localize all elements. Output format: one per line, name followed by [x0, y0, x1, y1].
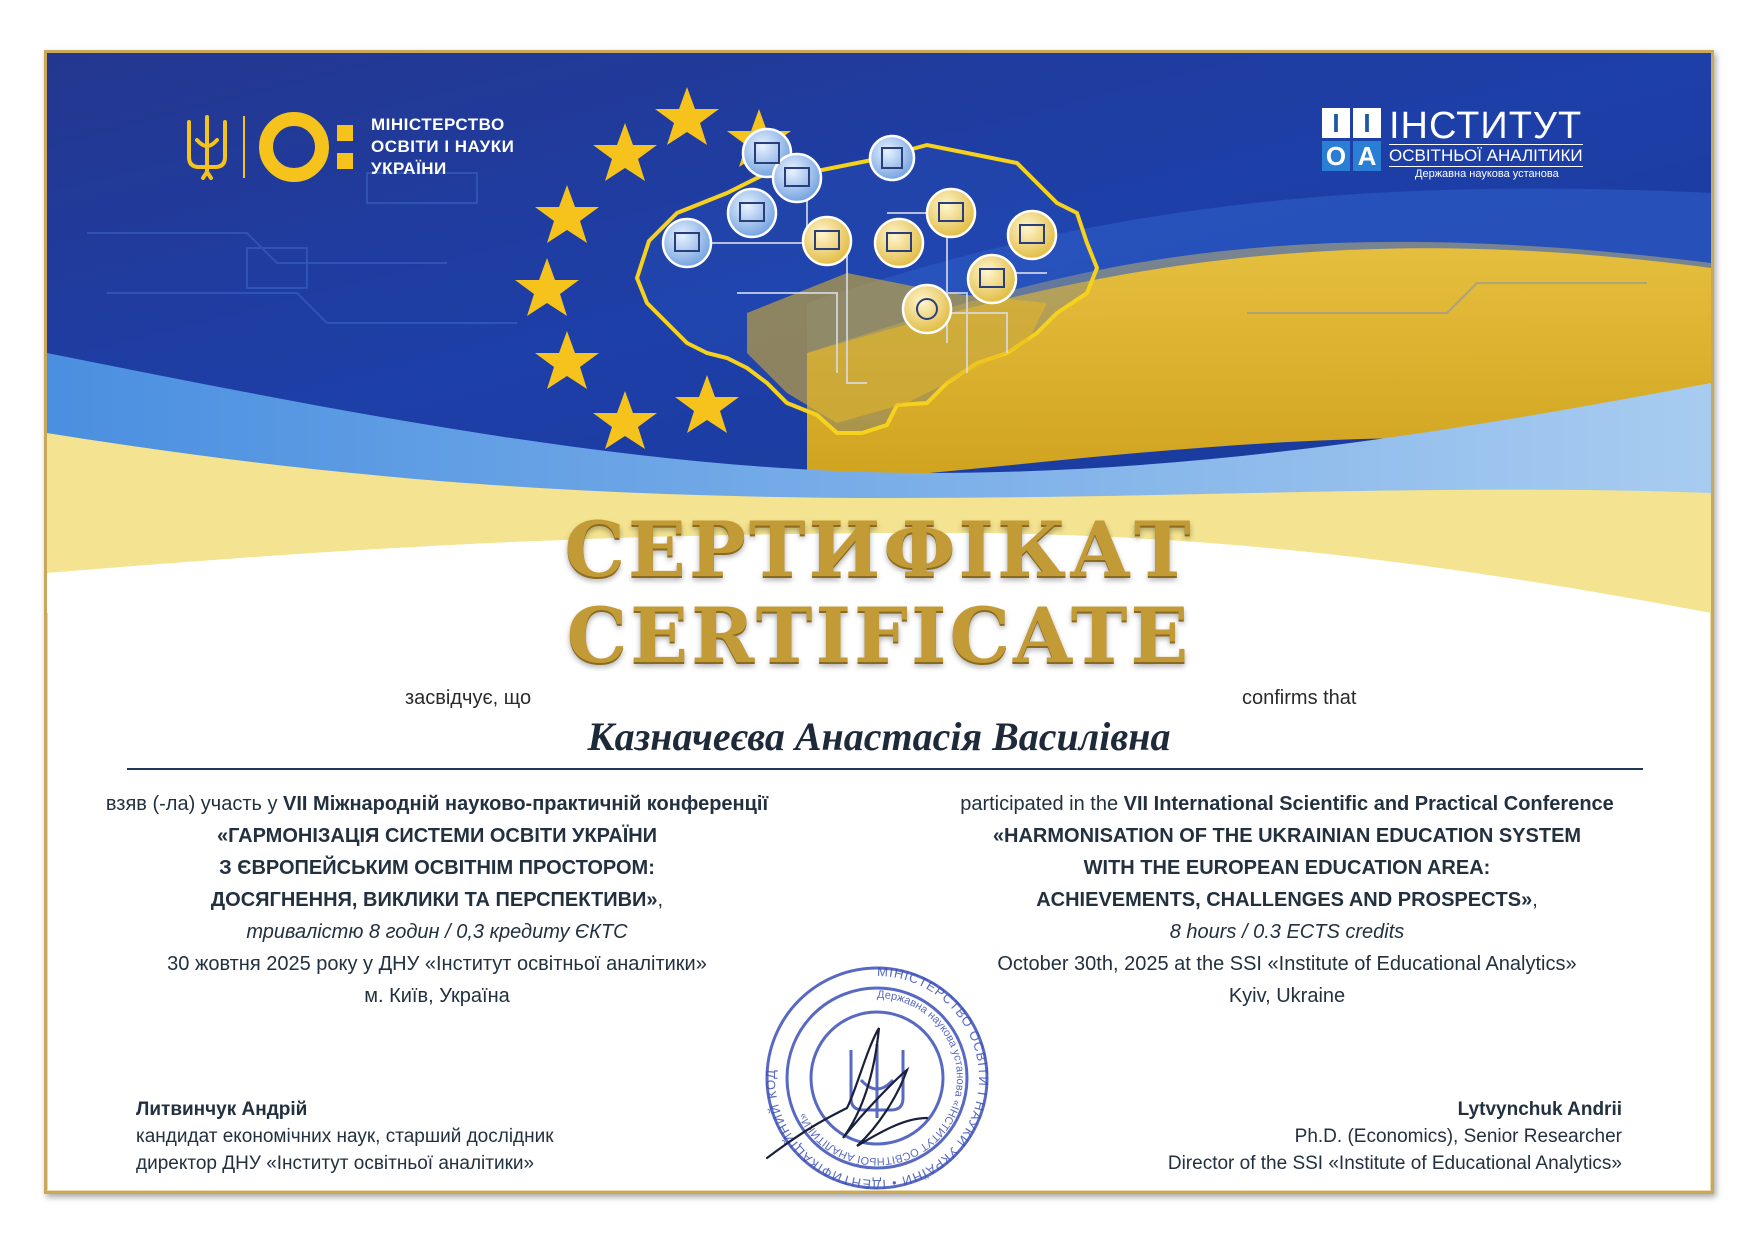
- institute-title: ІНСТИТУТ: [1389, 105, 1583, 147]
- signatory-name-ua: Литвинчук Андрій: [136, 1099, 308, 1120]
- participation-line-ua: [77, 788, 797, 820]
- mon-logo-circle: [259, 112, 329, 182]
- duration-en: 8 hours / 0.3 ECTS credits: [1169, 921, 1405, 943]
- topic-line-1-en: «HARMONISATION OF THE UKRAINIAN EDUCATION SYSTEM: [992, 825, 1582, 847]
- body-text-en: [927, 788, 1647, 1012]
- ministry-line-1: МІНІСТЕРСТВО: [371, 115, 505, 134]
- name-underline: [127, 768, 1643, 770]
- duration-ua: тривалістю 8 годин / 0,3 кредиту ЄКТС: [246, 921, 628, 943]
- conference-name-en: VII International Scientific and Practical Conference: [1123, 793, 1614, 815]
- stamp-inner-text: Державна наукова установа «ІНСТИТУТ ОСВІТНЬОЇ АНАЛІТИКИ»: [796, 988, 967, 1168]
- confirms-label-en: confirms that: [1242, 687, 1357, 709]
- institute-status: Державна наукова установа: [1415, 168, 1559, 180]
- stamp-outer-text: МІНІСТЕРСТВО ОСВІТИ І НАУКИ УКРАЇНИ • ІДЕНТИФІКАЦІЙНИЙ КОД: [762, 963, 992, 1193]
- ioa-cell-2: І: [1353, 108, 1381, 138]
- topic-suffix-en: ,: [1532, 889, 1538, 911]
- ioa-monogram: [1322, 108, 1381, 171]
- topic-line-3-en: ACHIEVEMENTS, CHALLENGES AND PROSPECTS»: [1036, 889, 1533, 911]
- certificate-frame: [44, 50, 1714, 1194]
- mon-logo-dots: [337, 125, 353, 169]
- signatory-degree-ua: кандидат економічних наук, старший дослідник: [136, 1126, 554, 1147]
- topic-suffix-ua: ,: [657, 889, 664, 911]
- participation-prefix-en: participated in the: [960, 793, 1124, 815]
- ministry-line-2: ОСВІТИ І НАУКИ: [371, 137, 515, 156]
- certificate-title-ua: СЕРТИФІКАТ: [564, 505, 1194, 594]
- signatory-position-ua: директор ДНУ «Інститут освітньої аналітики»: [136, 1153, 535, 1174]
- trident-icon: [185, 112, 229, 182]
- certificate-title-en: CERTIFICATE: [566, 591, 1192, 680]
- ioa-cell-4: А: [1353, 141, 1381, 171]
- ministry-name: [371, 114, 514, 180]
- institute-logo: [1322, 105, 1583, 181]
- body-text-ua: [77, 788, 797, 1012]
- city-ua: м. Київ, Україна: [364, 985, 510, 1007]
- ministry-line-3: УКРАЇНИ: [371, 159, 447, 178]
- signatory-degree-en: Ph.D. (Economics), Senior Researcher: [1294, 1126, 1622, 1147]
- confirms-label-ua: засвідчує, що: [405, 687, 532, 709]
- logo-divider: [243, 116, 245, 178]
- topic-line-2-ua: З ЄВРОПЕЙСЬКИМ ОСВІТНІМ ПРОСТОРОМ:: [219, 857, 655, 879]
- recipient-name: Казначеєва Анастасія Василівна: [587, 714, 1171, 759]
- ioa-cell-3: О: [1322, 141, 1350, 171]
- date-place-en: October 30th, 2025 at the SSI «Institute of Educational Analytics»: [997, 953, 1577, 975]
- date-place-ua: 30 жовтня 2025 року у ДНУ «Інститут освітньої аналітики»: [167, 953, 707, 975]
- ministry-logo: [185, 107, 514, 187]
- conference-name-ua: VII Міжнародній науково-практичній конференції: [283, 793, 769, 815]
- topic-line-1-ua: «ГАРМОНІЗАЦІЯ СИСТЕМИ ОСВІТИ УКРАЇНИ: [216, 825, 658, 847]
- signatory-en: [1168, 1096, 1622, 1177]
- city-en: Kyiv, Ukraine: [1228, 985, 1346, 1007]
- institute-subtitle: ОСВІТНЬОЇ АНАЛІТИКИ: [1389, 146, 1583, 165]
- topic-line-2-en: WITH THE EUROPEAN EDUCATION AREA:: [1083, 857, 1491, 879]
- participation-line-en: [927, 788, 1647, 820]
- ioa-cell-1: І: [1322, 108, 1350, 138]
- topic-line-3-ua: ДОСЯГНЕННЯ, ВИКЛИКИ ТА ПЕРСПЕКТИВИ»: [210, 889, 658, 911]
- participation-prefix-ua: взяв (-ла) участь у: [105, 793, 284, 815]
- signatory-ua: [136, 1096, 554, 1177]
- official-stamp-icon: [747, 958, 1007, 1194]
- signatory-name-en: Lytvynchuk Andrii: [1457, 1099, 1622, 1120]
- signatory-position-en: Director of the SSI «Institute of Educational Analytics»: [1167, 1153, 1622, 1174]
